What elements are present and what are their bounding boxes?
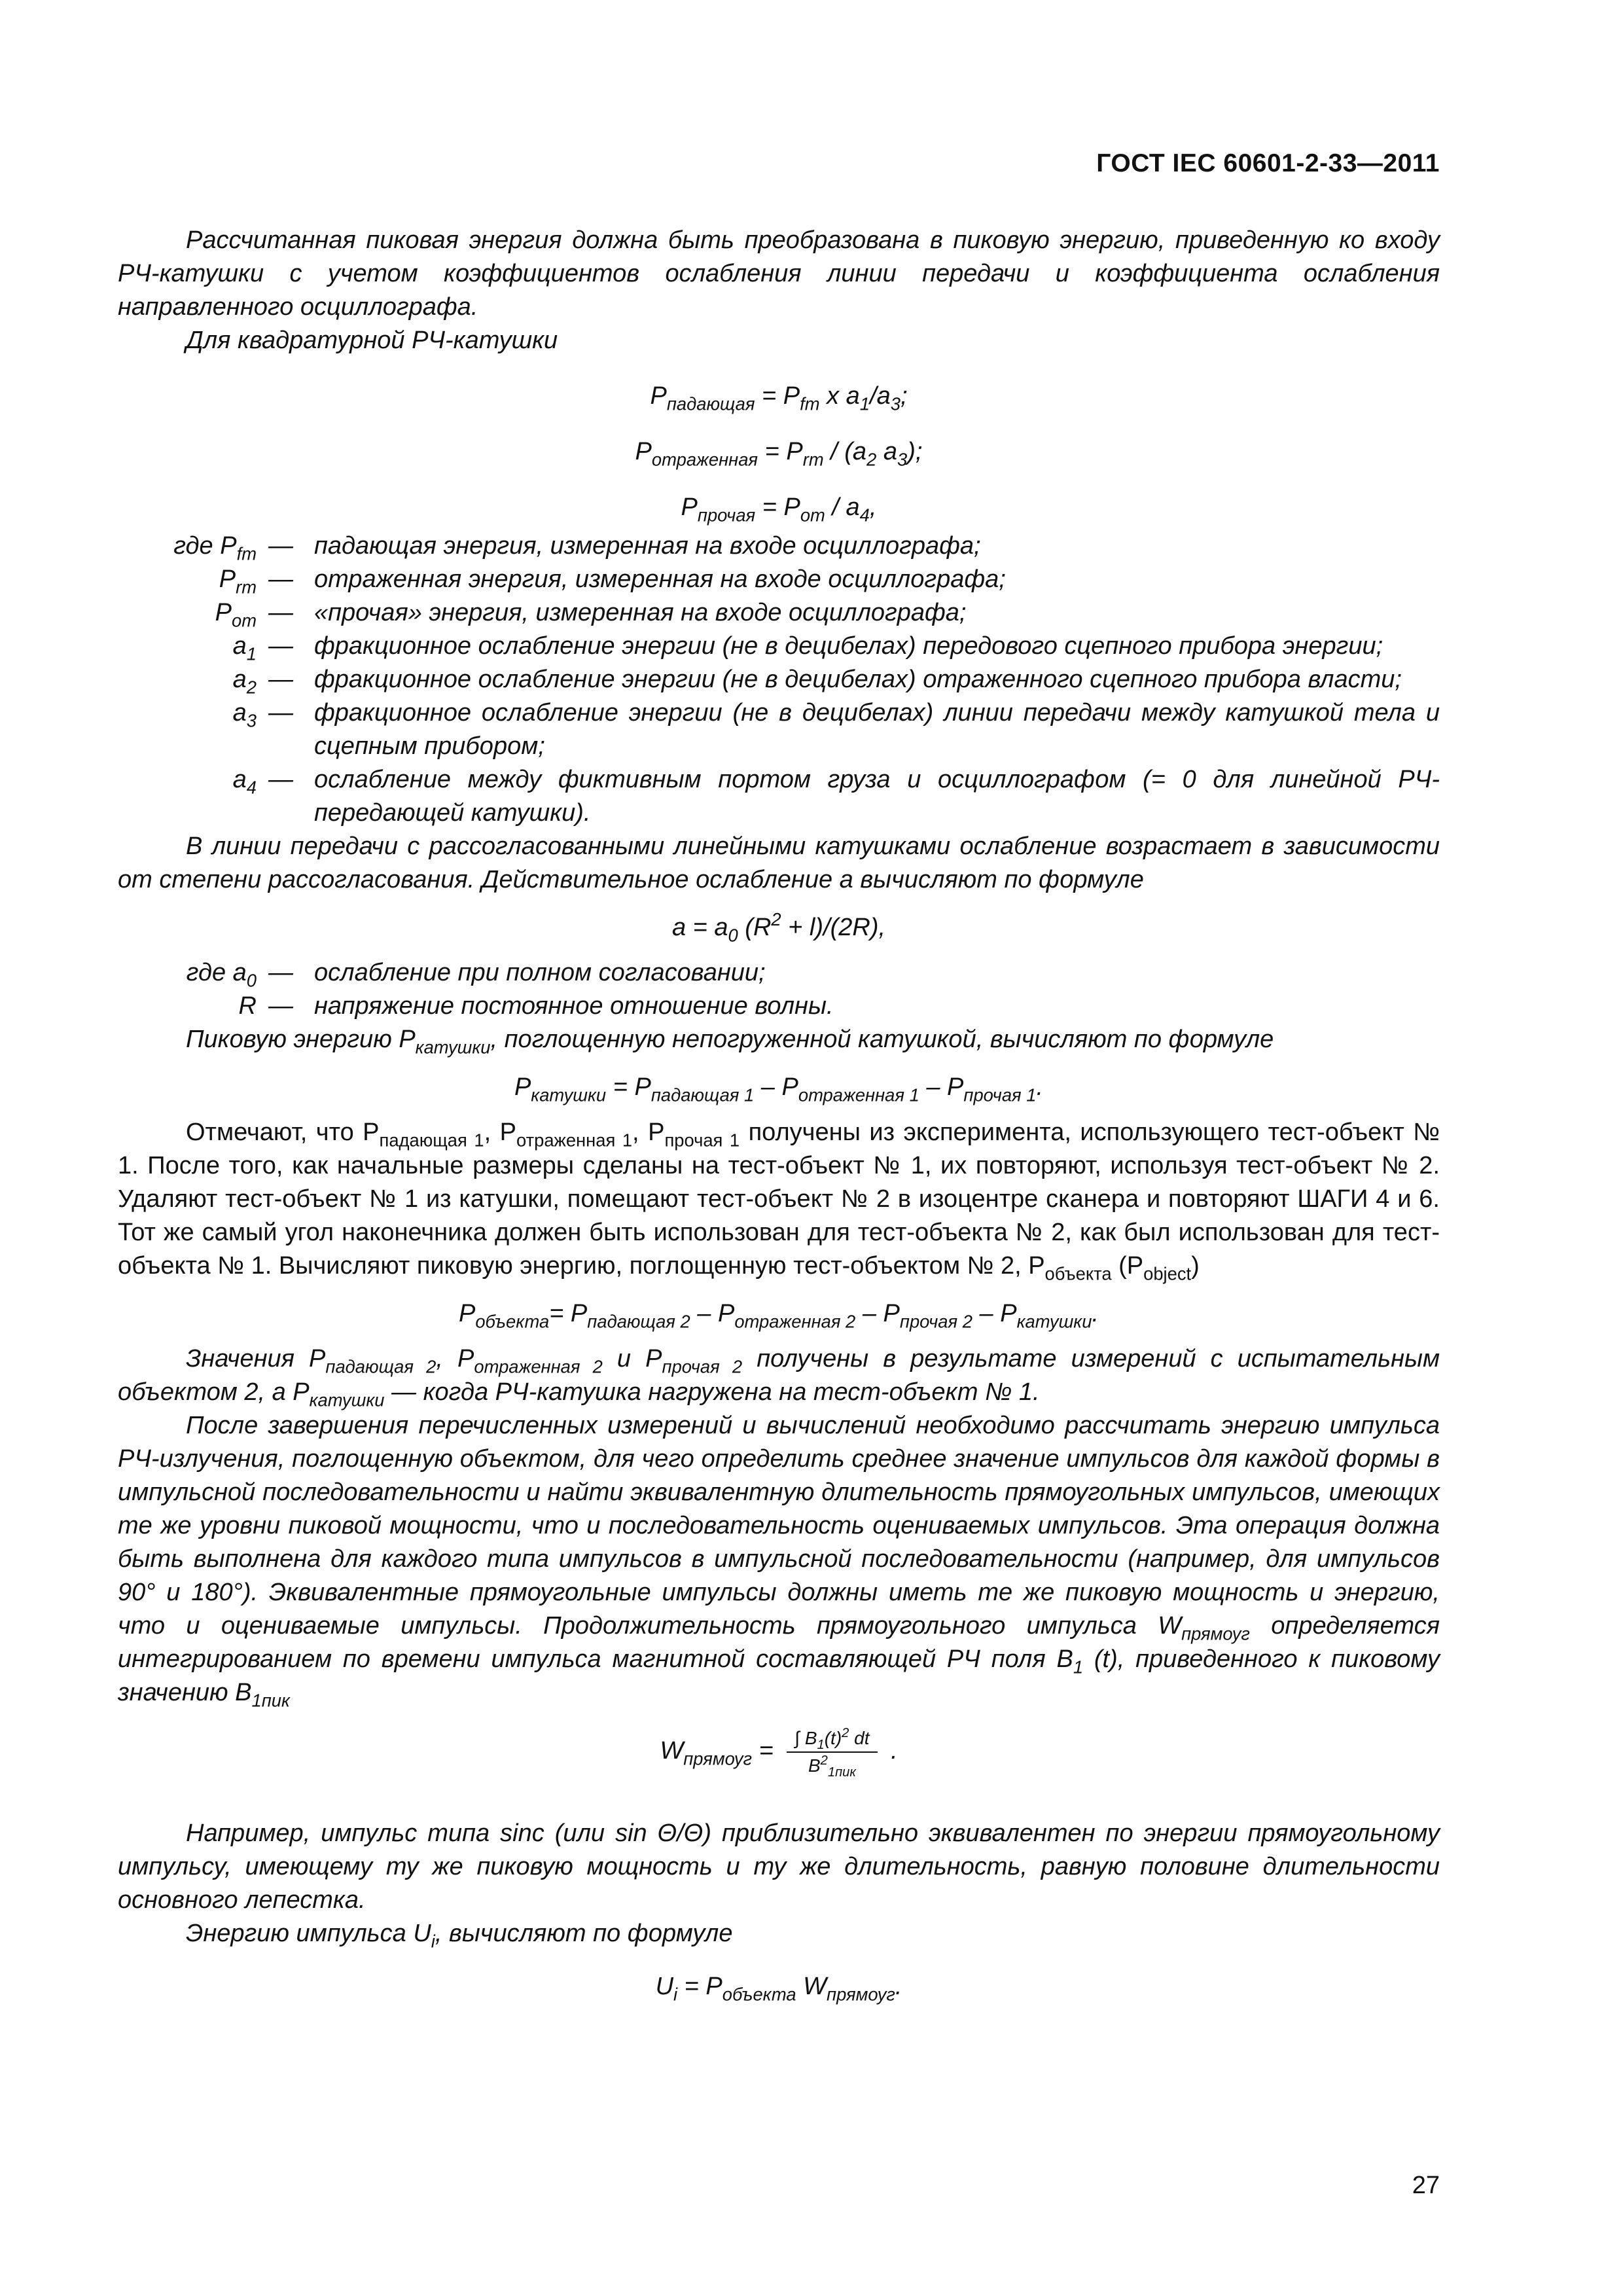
page-number: 27 [1412, 2172, 1440, 2199]
formula-coil-energy: $P_{катушки} = P_{падающая 1} - P_{отраженная 1} - P_{прочая 1}$. [514, 1073, 1044, 1105]
paragraph-coil-energy: Пиковую энергию $P_{катушки}$, поглощенную непогруженной катушкой, вычисляют по формуле [186, 1026, 1274, 1058]
definition-row: $a_2$ — фракционное ослабление энергии (не в децибелах) отраженного сцепного прибора власти; [232, 666, 1402, 698]
paragraph-quadrature-coil: Для квадратурной РЧ-катушки [186, 327, 558, 354]
definition-row: R — напряжение постоянное отношение волны. [238, 992, 834, 1020]
formula-rect-pulse: $W_{прямоуг}$ = $\frac{\int B_1(t)^2 dt}{B^2_{1пик}}$ . [660, 1725, 898, 1780]
definition-row: где $a_0$ — ослабление при полном согласовании; [186, 959, 766, 991]
paragraph-values: Значения $P_{падающая 2}$, $P_{отраженная 2}$ и $P_{прочая 2}$ получены в результате измерений с испытательным объектом 2, а $P_{катушки}$ — когда РЧ-катушка нагружена на тест-объект № 1. [118, 1345, 1440, 1410]
paragraph-mismatch: В линии передачи с рассогласованными линейными катушками ослабление возрастает в зависимости от степени рассогласования. Действительное ослабление a вычисляют по формуле [118, 833, 1440, 893]
paragraph-peak-energy: Рассчитанная пиковая энергия должна быть преобразована в пиковую энергию, приведенную ко входу РЧ-катушки с учетом коэффициентов ослабления линии передачи и коэффициента ослабления направленного осциллографа. [118, 226, 1440, 321]
definitions-list-2 [118, 956, 1440, 1023]
formula-incident: $P_{падающая} = P_{fm}$ x $a_1/a_3$; [650, 382, 908, 414]
paragraph-sinc-example: Например, импульс типа sinc (или sin Θ/Θ) приблизительно эквивалентен по энергии прямоугольному импульсу, имеющему ту же пиковую мощность и ту же длительность, равную половине длительности основного лепестка. [118, 1820, 1440, 1914]
formula-other: $P_{прочая} = P_{om} / a_4$, [681, 493, 877, 526]
formula-pulse-energy: $U_i = P_{объекта}$ $W_{прямоуг}$. [655, 1973, 902, 2005]
definition-row: $a_1$ — фракционное ослабление энергии (не в децибелах) передового сцепного прибора энергии; [232, 632, 1383, 664]
formula-reflected: $P_{отраженная} = P_{rm} / (a_2$ $a_3$); [635, 438, 923, 470]
document-body [118, 224, 1440, 2015]
definition-row: $a_4$ — ослабление между фиктивным портом груза и осциллографом (= 0 для линейной РЧ-передающей катушки). [232, 766, 1440, 827]
paragraph-pulse-energy-formula: Энергию импульса $U_i$, вычисляют по формуле [186, 1920, 733, 1952]
definition-row: $P_{om}$ — «прочая» энергия, измеренная на входе осциллографа; [215, 599, 967, 631]
paragraph-pulse-energy: После завершения перечисленных измерений и вычислений необходимо рассчитать энергию импульса РЧ-излучения, поглощенную объектом, для чего определить среднее значение импульсов для каждой формы в импульсной последовательности и найти эквивалентную длительность прямоугольных импульсов, имеющих те же уровни пиковой мощности, что и последовательность оцениваемых импульсов. Эта операция должна быть выполнена для каждого типа импульсов в импульсной последовательности (например, для импульсов 90° и 180°). Эквивалентные прямоугольные импульсы должны иметь те же пиковую мощность и энергию, что и оцениваемые импульсы. Продолжительность прямоугольного импульса $W_{прямоуг}$ определяется интегрированием по времени импульса магнитной составляющей РЧ поля $B_1$ (t), приведенного к пиковому значению $B_{1пик}$ [118, 1412, 1440, 1711]
definition-row: где $P_{fm}$ — падающая энергия, измеренная на входе осциллографа; [173, 532, 981, 564]
fraction: $\frac{\int B_1(t)^2 dt}{B^2_{1пик}}$ [787, 1727, 877, 1778]
paragraph-test-objects: Отмечают, что $P_{падающая 1}$, $P_{отраженная 1}$, $P_{прочая 1}$ получены из эксперимента, использующего тест-объект № 1. После того, как начальные размеры сделаны на тест-объект № 1, их повторяют, используя тест-объект № 2. Удаляют тест-объект № 1 из катушки, помещают тест-объект № 2 в изоцентре сканера и повторяют ШАГИ 4 и 6. Тот же самый угол наконечника должен быть использован для тест-объекта № 2, как был использован для тест-объекта № 1. Вычисляют пиковую энергию, поглощенную тест-объектом № 2, $P_{объекта}$ $(P_{object})$ [118, 1119, 1440, 1284]
formula-object-energy: $P_{объекта}= P_{падающая 2} - P_{отраженная 2} - P_{прочая 2} - P_{катушки}$. [458, 1300, 1099, 1332]
definitions-list-1 [118, 529, 1440, 830]
document-header: ГОСТ IEC 60601-2-33—2011 [1096, 149, 1440, 177]
formula-attenuation: $a = a_0$ $(R^2 + l)/(2R)$, [671, 908, 886, 946]
definition-row: $a_3$ — фракционное ослабление энергии (не в децибелах) линии передачи между катушкой тела и сцепным прибором; [232, 699, 1440, 760]
definition-row: $P_{rm}$ — отраженная энергия, измеренная на входе осциллографа; [219, 565, 1006, 598]
